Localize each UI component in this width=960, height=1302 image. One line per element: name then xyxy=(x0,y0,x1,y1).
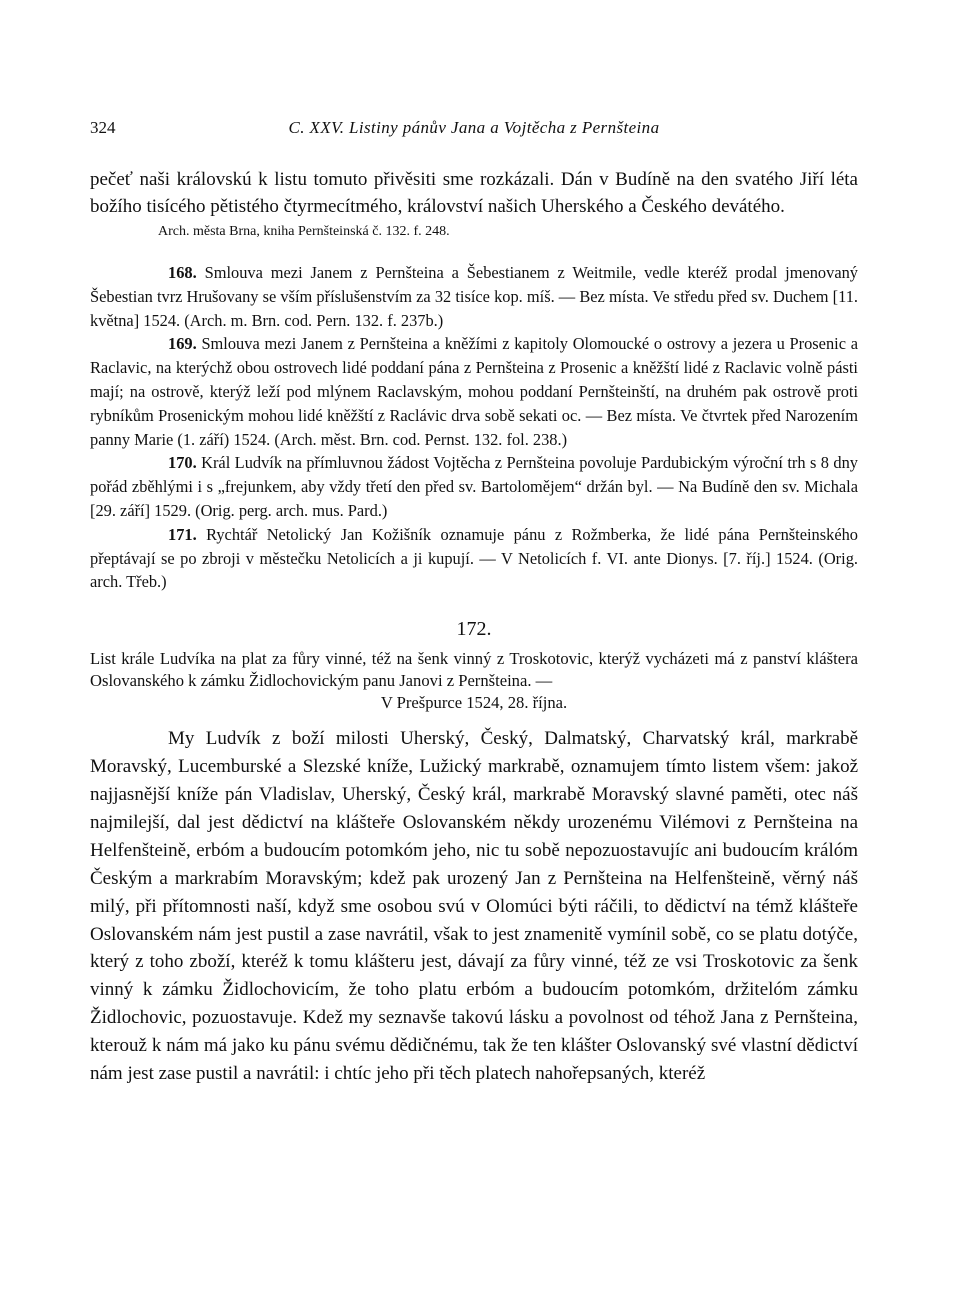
regest-number: 168. xyxy=(168,263,197,282)
running-title: C. XXV. Listiny pánův Jana a Vojtěcha z Pernšteina xyxy=(288,118,660,137)
document-date: V Prešpurce 1524, 28. října. xyxy=(380,693,568,713)
regest-168 xyxy=(90,261,858,332)
continued-text: pečeť naši královskú k listu tomuto přivěsiti sme rozkázali. Dán v Budíně na den svatého Jiří léta božího tisícého pětistého čtyrmecítmého, království našich Uherského a Českého devátého. xyxy=(90,169,858,217)
regest-number: 170. xyxy=(168,453,197,473)
regest-text: Rychtář Netolický Jan Kožišník oznamuje pánu z Rožmberka, že lidé pána Pernšteinského přeptávají se po zbroji v městečku Netolicích a ji kupují. — V Netolicích f. VI. ante Dionys. [7. říj.] 1524. (Orig. arch. Třeb.) xyxy=(90,524,858,592)
regest-number: 171. xyxy=(168,524,197,544)
document-body: My Ludvík z boží milosti Uherský, Český, Dalmatský, Charvatský král, markrabě Moravský, Lucemburské a Slezské kníže, Lužický markrabě, oznamujem tímto listem všem: jakož najjasnější kníže pán Vladislav, Uherský, Český král, markrabě Moravský slavné paměti, otec náš najmilejší, dal jest dědictví na klášteře Oslovanském někdy urozenému Vilémovi z Pernšteina na Helfenšteině, erbóm a budoucím potomkóm jeho, nic tu sobě nepozuostavujíc ani budoucím králóm Českým a markrabím Moravským; kdež pak urozený Jan z Pernšteina na Helfenšteině, věrný náš milý, při přítomnosti naší, když sme osobou svú v Olomúci býti ráčili, to dědictví na témž klášteře Oslovanském nám jest pustil a zase navrátil, však to jest znamenitě vymínil sobě, co se platu dotýče, který z toho zboží, kteréž k tomu klášteru jest, dávají za fůry vinné, též ze vsi Troskotovic za šenk vinný k zámku Židlochovicím, že toho platu erbóm a budoucím potomkóm, držitelóm zámku Židlochovic, pozuostavuje. Kdež my seznavše takovú lásku a povolnost od téhož Jana z Pernšteina, kterouž k nám má jako ku pánu svému dědičnému, tak že ten klášter Oslovanský své vlastní dědictví nám jest zase pustil a navrátil: i chtíc jeho při těch platech nahořepsaných, kteréž xyxy=(90,728,858,1085)
regest-169 xyxy=(90,332,858,451)
regest-number: 169. xyxy=(168,334,197,354)
source-citation: Arch. města Brna, kniha Pernšteinská č. 132. f. 248. xyxy=(158,224,450,239)
document-summary: List krále Ludvíka na plat za fůry vinné, též na šenk vinný z Troskotovic, kterýž vycházeti má z panství kláštera Oslovanského k zámku Židlochovickým panu Janovi z Pernšteina. — xyxy=(90,649,858,691)
regest-171 xyxy=(90,523,858,594)
document-page xyxy=(90,118,858,1088)
document-number: 172. xyxy=(456,618,492,641)
page-number: 324 xyxy=(90,118,116,137)
page-header xyxy=(90,118,858,144)
regest-text: Smlouva mezi Janem z Pernšteina a kněžími z kapitoly Olomoucké o ostrovy a jezera u Prosenic a Raclavic, na kterýchž obou ostrovech lidé poddaní pána z Pernšteina z Prosenic a kněžští lidé z Raclavic volně pásti mají; na ostrově, kterýž leží pod mlýnem Raclavským, mohou poddaní Pernšteinští, na druhém pak ostrově proti rybníkům Prosenickým mohou lidé kněžští z Raclávic drva sobě sekati oc. — Bez místa. Ve čtvrtek před Narozením panny Marie (1. září) 1524. (Arch. měst. Brn. cod. Pernst. 132. fol. 238.) xyxy=(90,334,858,449)
regest-text: Král Ludvík na přímluvnou žádost Vojtěcha z Pernšteina povoluje Pardubickým výroční trh s 8 dny pořád zběhlými i s „frejunkem, aby vždy třetí den před sv. Bartolomějem“ držán byl. — Na Budíně den sv. Michala [29. září] 1529. (Orig. perg. arch. mus. Pard.) xyxy=(90,453,858,520)
regest-170 xyxy=(90,451,858,522)
regest-text: Smlouva mezi Janem z Pernšteina a Šebestianem z Weitmile, vedle kteréž prodal jmenovaný Šebestian tvrz Hrušovany se vším příslušenstvím za 32 tisíce kop. míš. — Bez místa. Ve středu před sv. Duchem [11. května] 1524. (Arch. m. Brn. cod. Pern. 132. f. 237b.) xyxy=(90,263,858,330)
